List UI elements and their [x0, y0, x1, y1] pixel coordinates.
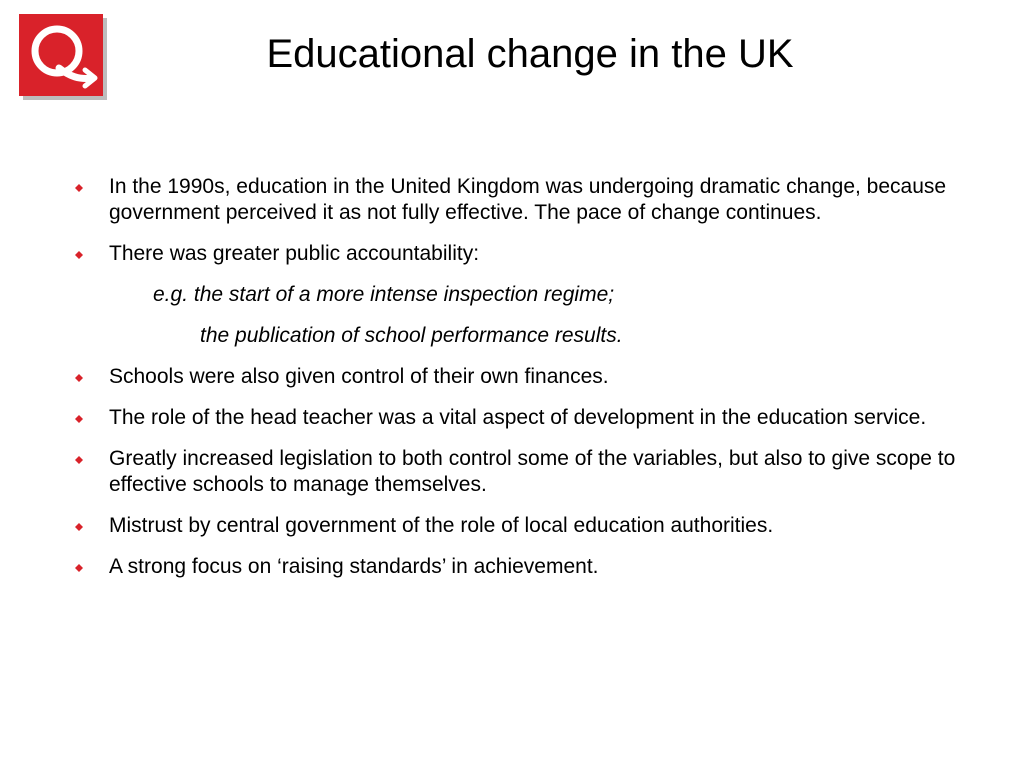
bullet-item: [72, 554, 972, 580]
bullet-text: A strong focus on ‘raising standards’ in achievement.: [109, 555, 599, 578]
bullet-text: In the 1990s, education in the United Kingdom was undergoing dramatic change, because government perceived it as not fully effective. The pace of change continues.: [109, 175, 947, 224]
example-line: e.g. the start of a more intense inspection regime;: [153, 283, 615, 306]
diamond-bullet-icon: [75, 415, 83, 423]
bullet-item: [72, 513, 972, 539]
diamond-bullet-icon: [75, 523, 83, 531]
bullet-item: [72, 241, 972, 267]
bullet-text: Mistrust by central government of the role of local education authorities.: [109, 514, 774, 537]
bullet-text: Schools were also given control of their own finances.: [109, 365, 609, 388]
bullet-text: There was greater public accountability:: [109, 242, 480, 265]
bullet-text: Greatly increased legislation to both control some of the variables, but also to give scope to effective schools to manage themselves.: [109, 447, 956, 496]
bullet-item: [72, 405, 972, 431]
bullet-item: [72, 364, 972, 390]
diamond-bullet-icon: [75, 251, 83, 259]
bullet-item: [72, 174, 972, 226]
diamond-bullet-icon: [75, 456, 83, 464]
bullet-list: [72, 174, 972, 595]
diamond-bullet-icon: [75, 374, 83, 382]
example-line: the publication of school performance results.: [200, 324, 623, 347]
bullet-text: The role of the head teacher was a vital aspect of development in the education service.: [109, 406, 927, 429]
q-logo-icon: [19, 14, 107, 100]
diamond-bullet-icon: [75, 184, 83, 192]
diamond-bullet-icon: [75, 564, 83, 572]
bullet-item: [72, 446, 972, 498]
slide-title: Educational change in the UK: [266, 32, 794, 76]
